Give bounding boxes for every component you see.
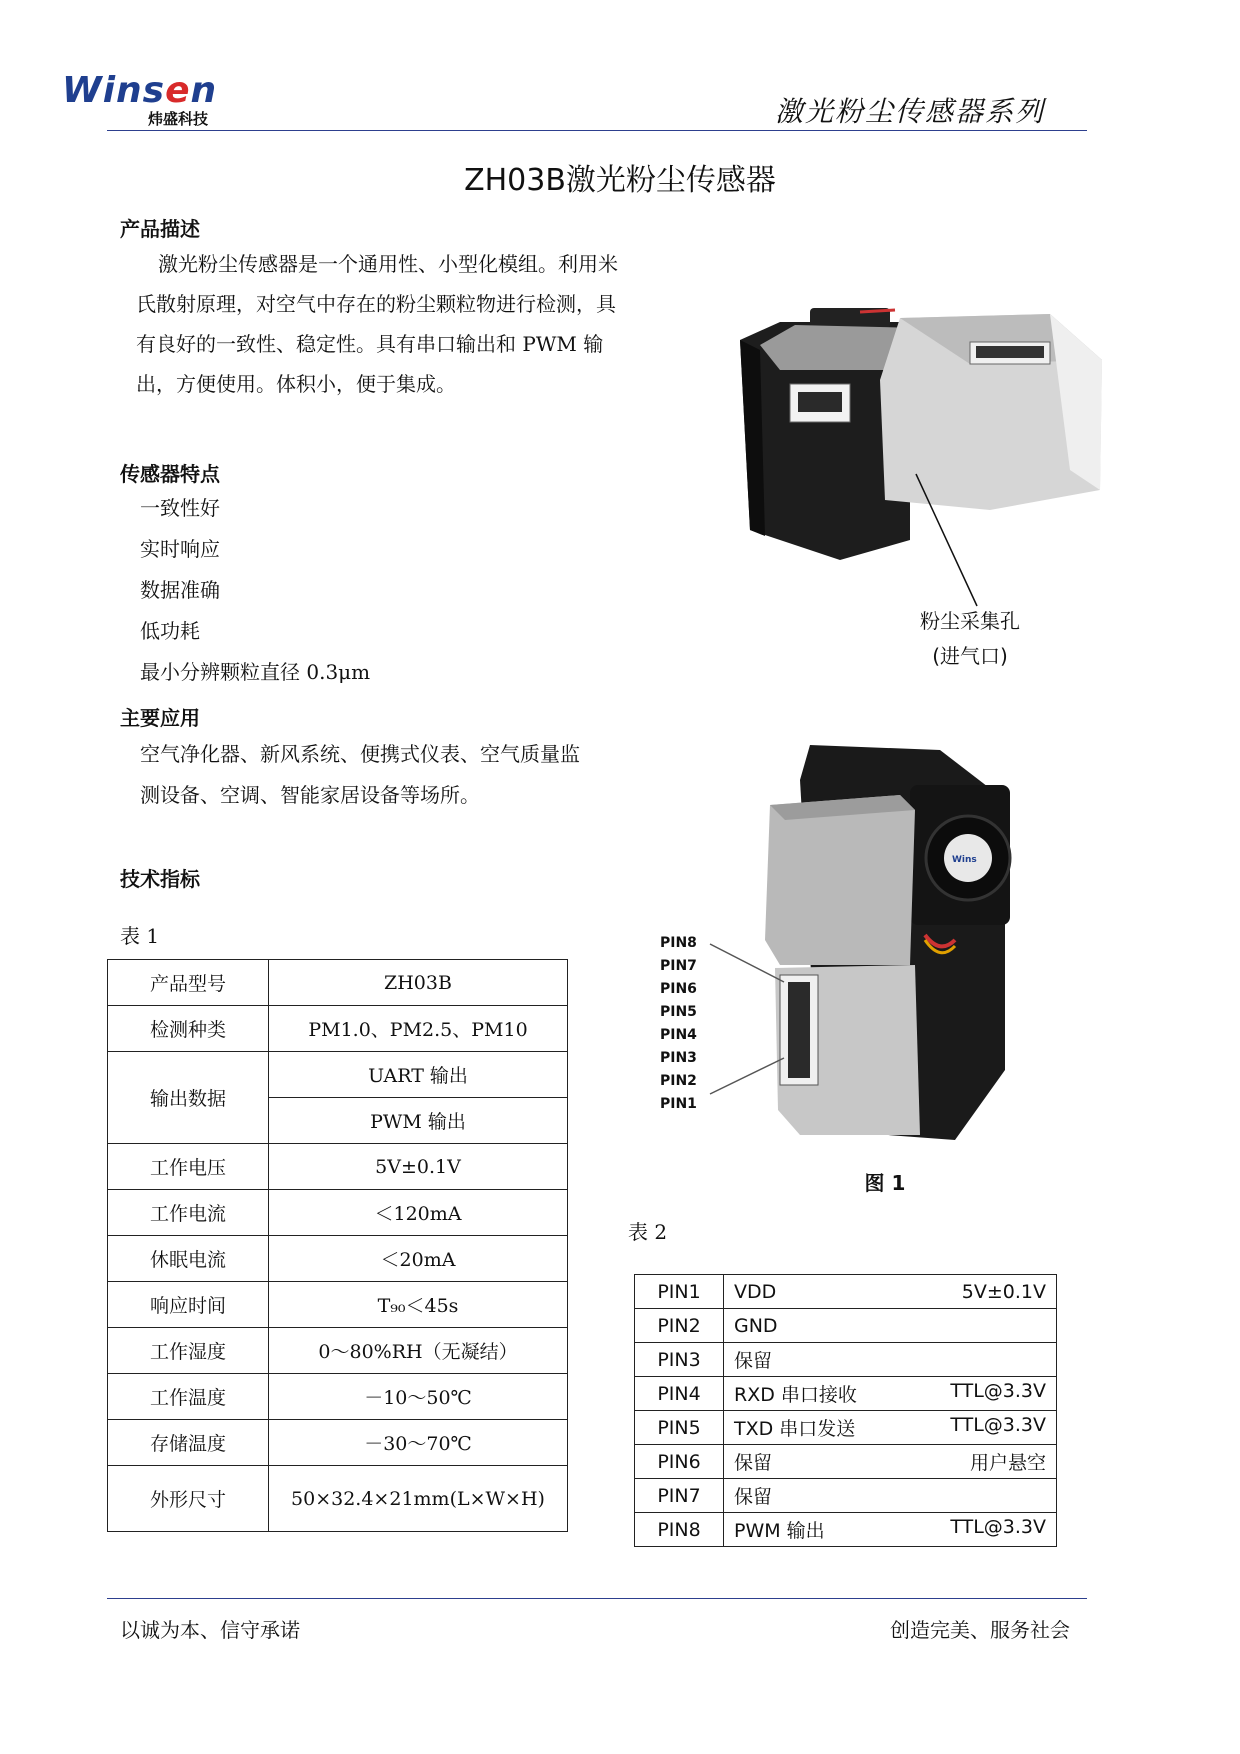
pin-cell: PIN5 bbox=[635, 1411, 724, 1445]
spec-value: ＜20mA bbox=[269, 1236, 568, 1282]
pin-label: PIN7 bbox=[660, 958, 697, 974]
pin-label: PIN3 bbox=[660, 1050, 697, 1066]
document-title: ZH03B激光粉尘传感器 bbox=[464, 163, 776, 198]
table1-caption: 表 1 bbox=[120, 924, 160, 948]
inlet-pointer-line bbox=[700, 380, 1000, 620]
features-heading: 传感器特点 bbox=[120, 462, 220, 486]
pin-function: VDD bbox=[734, 1280, 777, 1303]
spec-label: 产品型号 bbox=[108, 960, 269, 1006]
table-row bbox=[635, 1513, 1057, 1547]
applications-text-line2: 测设备、空调、智能家居设备等场所。 bbox=[140, 783, 480, 807]
table-row bbox=[108, 1236, 568, 1282]
footer-right-slogan: 创造完美、服务社会 bbox=[890, 1618, 1070, 1642]
spec-label: 工作温度 bbox=[108, 1374, 269, 1420]
spec-value: PM1.0、PM2.5、PM10 bbox=[269, 1006, 568, 1052]
pin-cell: PIN1 bbox=[635, 1275, 724, 1309]
pin-cell: PIN7 bbox=[635, 1479, 724, 1513]
pin-function: 保留 bbox=[734, 1452, 773, 1474]
pin-function: 保留 bbox=[734, 1486, 773, 1508]
feature-item: 低功耗 bbox=[140, 619, 200, 643]
pin-function: PWM 输出 bbox=[734, 1520, 825, 1542]
spec-label: 工作湿度 bbox=[108, 1328, 269, 1374]
table-row bbox=[635, 1445, 1057, 1479]
footer-left-slogan: 以诚为本、信守承诺 bbox=[120, 1618, 300, 1642]
pin-label: PIN2 bbox=[660, 1073, 697, 1089]
pin-cell: PIN2 bbox=[635, 1309, 724, 1343]
spec-value: －30～70℃ bbox=[269, 1420, 568, 1466]
spec-value: －10～50℃ bbox=[269, 1374, 568, 1420]
table-row bbox=[108, 1052, 568, 1098]
figure-caption: 图 1 bbox=[864, 1171, 906, 1195]
pin-function: GND bbox=[734, 1314, 778, 1337]
spec-value: 5V±0.1V bbox=[269, 1144, 568, 1190]
pin-label-list bbox=[660, 932, 697, 1116]
spec-value: ＜120mA bbox=[269, 1190, 568, 1236]
pin-label: PIN8 bbox=[660, 935, 697, 951]
company-logo: Winsen bbox=[62, 70, 218, 111]
table-row bbox=[108, 1328, 568, 1374]
pin-label: PIN4 bbox=[660, 1027, 697, 1043]
footer-rule bbox=[107, 1598, 1087, 1599]
table-row bbox=[635, 1479, 1057, 1513]
pin-cell: PIN8 bbox=[635, 1513, 724, 1547]
spec-value: PWM 输出 bbox=[269, 1098, 568, 1144]
spec-label: 工作电流 bbox=[108, 1190, 269, 1236]
description-text: 激光粉尘传感器是一个通用性、小型化模组。利用米氏散射原理，对空气中存在的粉尘颗粒物进行检测，具有良好的一致性、稳定性。具有串口输出和 PWM 输出，方便使用。体积小，便于集成。 bbox=[136, 252, 618, 396]
spec-value: T₉₀＜45s bbox=[269, 1282, 568, 1328]
spec-label: 存储温度 bbox=[108, 1420, 269, 1466]
company-logo-subtitle: 炜盛科技 bbox=[148, 110, 209, 128]
feature-item: 数据准确 bbox=[140, 578, 220, 602]
table-row bbox=[635, 1411, 1057, 1445]
pin-function: 保留 bbox=[734, 1350, 773, 1372]
spec-table bbox=[107, 959, 568, 1532]
spec-label: 输出数据 bbox=[108, 1052, 269, 1144]
spec-value: 50×32.4×21mm(L×W×H) bbox=[269, 1466, 568, 1532]
pin-table bbox=[634, 1274, 1057, 1547]
table-row bbox=[635, 1377, 1057, 1411]
table-row bbox=[635, 1343, 1057, 1377]
table-row bbox=[635, 1275, 1057, 1309]
pin-label: PIN5 bbox=[660, 1004, 697, 1020]
spec-value: ZH03B bbox=[269, 960, 568, 1006]
pin-note: TTL@3.3V bbox=[950, 1380, 1046, 1402]
spec-label: 外形尺寸 bbox=[108, 1466, 269, 1532]
table-row bbox=[108, 960, 568, 1006]
pin-cell: PIN4 bbox=[635, 1377, 724, 1411]
table-row bbox=[108, 1374, 568, 1420]
pin-cell: PIN6 bbox=[635, 1445, 724, 1479]
applications-text-line1: 空气净化器、新风系统、便携式仪表、空气质量监 bbox=[140, 742, 580, 766]
table-row bbox=[635, 1309, 1057, 1343]
inlet-label-line1: 粉尘采集孔 bbox=[920, 609, 1020, 633]
pin-label: PIN1 bbox=[660, 1096, 697, 1112]
svg-text:Wins: Wins bbox=[952, 855, 977, 865]
series-title: 激光粉尘传感器系列 bbox=[774, 95, 1045, 128]
pin-cell: PIN3 bbox=[635, 1343, 724, 1377]
pin-pointer-lines bbox=[700, 930, 800, 1110]
feature-item: 实时响应 bbox=[140, 537, 220, 561]
table-row bbox=[108, 1466, 568, 1532]
pin-note: TTL@3.3V bbox=[950, 1516, 1046, 1538]
table-row bbox=[108, 1190, 568, 1236]
spec-label: 响应时间 bbox=[108, 1282, 269, 1328]
inlet-label-line2: (进气口) bbox=[932, 644, 1008, 668]
header-rule bbox=[107, 130, 1087, 131]
spec-value: UART 输出 bbox=[269, 1052, 568, 1098]
pin-function: RXD 串口接收 bbox=[734, 1384, 857, 1406]
feature-item: 一致性好 bbox=[140, 496, 220, 520]
specs-heading: 技术指标 bbox=[120, 867, 200, 891]
spec-label: 检测种类 bbox=[108, 1006, 269, 1052]
table-row bbox=[108, 1006, 568, 1052]
inlet-label bbox=[900, 605, 1040, 669]
pin-label: PIN6 bbox=[660, 981, 697, 997]
table-row bbox=[108, 1144, 568, 1190]
pin-note: TTL@3.3V bbox=[950, 1414, 1046, 1436]
applications-heading: 主要应用 bbox=[120, 706, 200, 730]
feature-item: 最小分辨颗粒直径 0.3μm bbox=[140, 660, 371, 684]
table-row bbox=[108, 1282, 568, 1328]
pin-note: 5V±0.1V bbox=[961, 1280, 1046, 1303]
spec-label: 工作电压 bbox=[108, 1144, 269, 1190]
spec-value: 0～80%RH（无凝结） bbox=[269, 1328, 568, 1374]
pin-function: TXD 串口发送 bbox=[734, 1418, 856, 1440]
table2-caption: 表 2 bbox=[628, 1220, 668, 1244]
spec-label: 休眠电流 bbox=[108, 1236, 269, 1282]
table-row bbox=[108, 1420, 568, 1466]
pin-note: 用户悬空 bbox=[969, 1452, 1046, 1474]
description-heading: 产品描述 bbox=[120, 217, 200, 241]
